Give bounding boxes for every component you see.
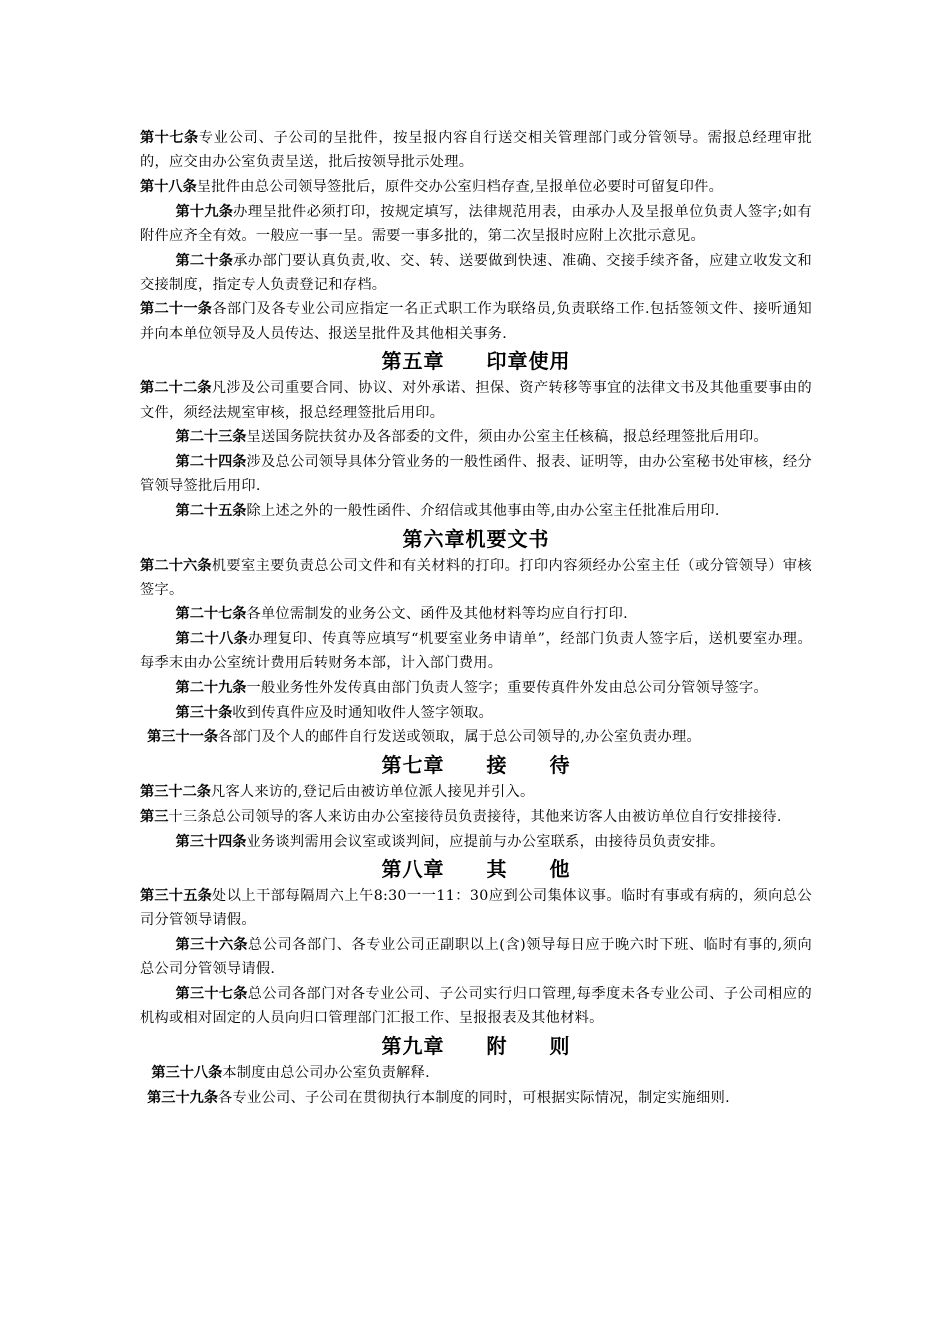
article-text: 总公司各部门对各专业公司、子公司实行归口管理,每季度未各专业公司、子公司相应的机构或相对固定的人员向归口管理部门汇报工作、呈报报表及其他材料。 <box>140 986 812 1027</box>
article-label: 第二十五条 <box>175 502 247 519</box>
document-page <box>140 126 812 1110</box>
article-label: 第三十二条 <box>140 784 211 801</box>
article-text: 各专业公司、子公司在贯彻执行本制度的同时，可根据实际情况，制定实施细则. <box>218 1089 730 1106</box>
article-text: 各部门及个人的邮件自行发送或领取，属于总公司领导的,办公室负责办理。 <box>218 729 701 746</box>
article-label: 第十七条 <box>140 130 199 146</box>
article-text: 凡涉及公司重要合同、协议、对外承诺、担保、资产转移等事宜的法律文书及其他重要事由的文件，须经法规室审核，报总经理签批后用印。 <box>140 380 812 421</box>
article-text: 业务谈判需用会议室或谈判间，应提前与办公室联系，由接待员负责安排。 <box>246 833 725 850</box>
article-label: 第二十一条 <box>140 301 213 318</box>
article-36 <box>140 933 812 981</box>
article-text: 凡客人来访的,登记后由被访单位派人接见并引入。 <box>210 784 535 801</box>
article-text: 机要室主要负责总公司文件和有关材料的打印。打印内容须经办公室主任（或分管领导）审核签字。 <box>140 557 812 598</box>
article-31 <box>140 725 812 749</box>
article-label: 第三十七条 <box>175 986 248 1003</box>
article-37 <box>140 982 812 1030</box>
article-label: 第二十条 <box>175 252 234 269</box>
article-text: 办理复印、传真等应填写“机要室业务申请单”，经部门负责人签字后，送机要室办理。每季末由办公室统计费用后转财务本部，计入部门费用。 <box>140 631 812 672</box>
article-19 <box>140 200 812 248</box>
article-39 <box>140 1086 812 1110</box>
article-28 <box>140 627 812 675</box>
article-text: 各单位需制发的业务公文、函件及其他材料等均应自行打印. <box>246 606 628 623</box>
article-21 <box>140 297 812 345</box>
chapter-5-heading: 第五章 印章使用 <box>381 349 571 374</box>
article-label: 第二十三条 <box>175 429 247 446</box>
article-text: 总公司各部门、各专业公司正副职以上(含)领导每日应于晚六时下班、临时有事的,须向总公司分管领导请假. <box>140 937 812 978</box>
article-text: 办理呈批件必须打印，按规定填写，法律规范用表，由承办人及呈报单位负责人签字;如有附件应齐全有效。一般应一事一呈。需要一事多批的，第二次呈报时应附上次批示意见。 <box>140 203 812 244</box>
chapter-6-heading: 第六章机要文书 <box>402 526 550 551</box>
article-label: 第二十四条 <box>175 453 247 470</box>
article-text: 呈批件由总公司领导签批后，原件交办公室归档存查,呈报单位必要时可留复印件。 <box>196 178 724 195</box>
article-22 <box>140 376 812 424</box>
article-label: 第三十五条 <box>140 888 212 905</box>
article-26 <box>140 554 812 602</box>
article-text: 专业公司、子公司的呈批件，按呈报内容自行送交相关管理部门或分管领导。需报总经理审批的，应交由办公室负责呈送，批后按领导批示处理。 <box>140 130 812 171</box>
article-label: 第十八条 <box>140 178 197 195</box>
article-33 <box>140 805 812 829</box>
article-34 <box>140 830 812 854</box>
article-text: 呈送国务院扶贫办及各部委的文件，须由办公室主任核稿，报总经理签批后用印。 <box>246 429 769 446</box>
article-20 <box>140 249 812 297</box>
article-text: 十三条总公司领导的客人来访由办公室接待员负责接待，其他来访客人由被访单位自行安排接待. <box>168 808 782 825</box>
article-18 <box>140 175 812 199</box>
article-text: 一般业务性外发传真由部门负责人签字；重要传真件外发由总公司分管领导签字。 <box>246 680 769 697</box>
article-label: 第三十一条 <box>147 729 219 746</box>
article-label: 第三 <box>140 808 169 825</box>
article-text: 各部门及各专业公司应指定一名正式职工作为联络员,负责联络工作.包括签领文件、接听通知并向本单位领导及人员传达、报送呈批件及其他相关事务. <box>140 301 812 342</box>
article-label: 第三十四条 <box>175 833 247 850</box>
article-35 <box>140 884 812 932</box>
article-label: 第十九条 <box>175 203 234 220</box>
article-text: 收到传真件应及时通知收件人签字领取。 <box>232 704 494 721</box>
chapter-7-heading: 第七章 接 待 <box>381 753 571 778</box>
article-label: 第二十八条 <box>175 631 249 648</box>
article-25 <box>140 499 812 523</box>
article-label: 第三十九条 <box>147 1089 219 1106</box>
article-text: 处以上干部每隔周六上午8:30一一11：30应到公司集体议事。临时有事或有病的，须向总公司分管领导请假。 <box>140 888 812 929</box>
article-text: 承办部门要认真负责,收、交、转、送要做到快速、准确、交接手续齐备，应建立收发文和交接制度，指定专人负责登记和存档。 <box>140 252 812 293</box>
article-text: 本制度由总公司办公室负责解释. <box>222 1065 430 1081</box>
article-label: 第三十条 <box>175 704 233 721</box>
article-17 <box>140 126 812 174</box>
article-text: 涉及总公司领导具体分管业务的一般性函件、报表、证明等，由办公室秘书处审核，经分管领导签批后用印. <box>140 453 812 495</box>
article-29 <box>140 676 812 700</box>
article-label: 第二十七条 <box>175 606 247 623</box>
chapter-9-heading: 第九章 附 则 <box>381 1034 571 1058</box>
article-27 <box>140 602 812 626</box>
chapter-8-heading: 第八章 其 他 <box>381 857 571 882</box>
article-30 <box>140 701 812 725</box>
article-label: 第三十八条 <box>151 1065 223 1081</box>
article-label: 第二十二条 <box>140 380 212 397</box>
article-38 <box>140 1061 812 1085</box>
article-label: 第二十六条 <box>140 557 212 574</box>
article-label: 第三十六条 <box>175 937 248 954</box>
article-label: 第二十九条 <box>175 680 247 697</box>
article-text: 除上述之外的一般性函件、介绍信或其他事由等,由办公室主任批准后用印. <box>246 502 720 519</box>
article-23 <box>140 425 812 449</box>
article-24 <box>140 450 812 498</box>
article-32 <box>140 780 812 804</box>
